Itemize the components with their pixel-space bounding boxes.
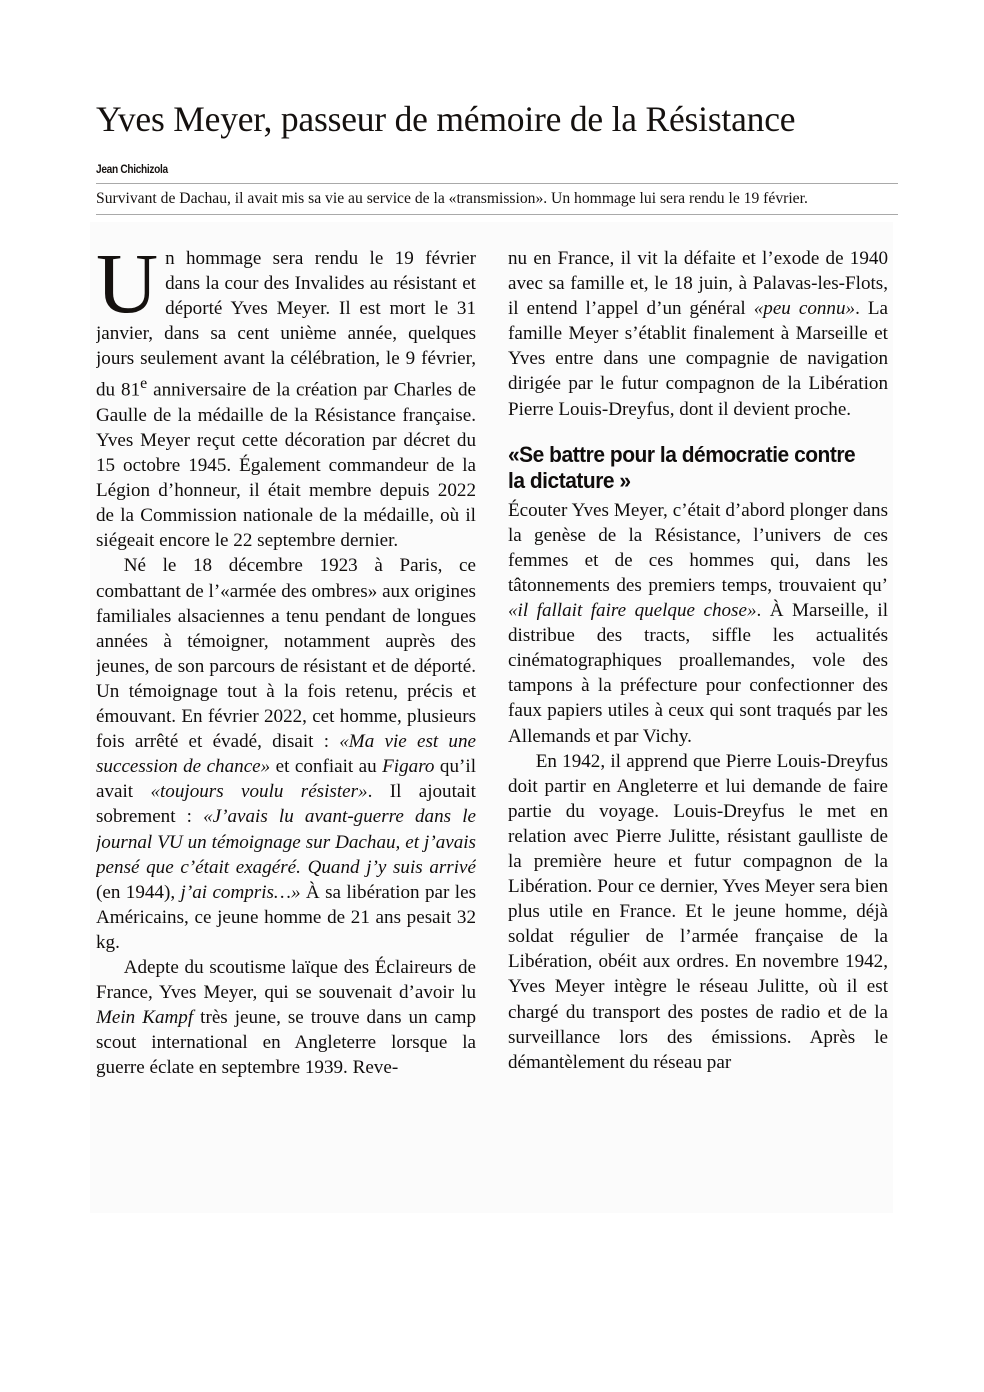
standfirst: Survivant de Dachau, il avait mis sa vie au service de la «transmission». Un hommage lui sera rendu le 19 février. [96,188,808,207]
paragraph-text: (en 1944), [96,881,181,903]
paragraph-text: Né le 18 décembre 1923 à Paris, ce combattant de l’«armée des ombres» aux origines familiales alsaciennes a tenu pendant de longues années à témoigner, notamment auprès des jeunes, de son parcours de résistant et de déporté. Un témoignage tout à la fois retenu, précis et émouvant. En février 2022, cet homme, plusieurs fois arrêté et évadé, disait : [96,555,476,753]
paragraph [508,246,888,422]
quote-italic: «J’avais lu avant-guerre dans le journal VU un témoignage sur Dachau, et j’avais pensé que c’était exagéré. Quand j’y suis arrivé [96,806,476,878]
paragraph-text: . La famille Meyer s’établit finalement à Marseille et Yves entre dans une compagnie de navigation dirigée par le futur compagnon de la Libération Pierre Louis-Dreyfus, dont il devient proche. [508,298,888,420]
quote-italic: «il fallait faire quelque chose» [508,600,757,622]
paragraph-text: . Il ajoutait sobrement : [96,781,476,828]
paragraph [96,955,476,1080]
paragraph-text: Adepte du scoutisme laïque des Éclaireurs de France, Yves Meyer, qui se souvenait d’avoir lu [96,956,476,1004]
article-column-2 [508,246,888,1208]
section-subheading: «Se battre pour la démocratie contre la dictature » [508,441,856,493]
quote-italic: «toujours voulu résister» [150,781,368,803]
article-column-1 [96,246,476,1208]
paragraph: En 1942, il apprend que Pierre Louis-Dreyfus doit partir en Angleterre et lui demande de faire partie du voyage. Louis-Dreyfus le met en relation avec Pierre Julitte, résistant gaulliste de la première heure et futur compagnon de la Libération. Pour ce dernier, Yves Meyer sera bien plus utile en France. Et le jeune homme, déjà soldat régulier de l’armée française de la Libération, obéit aux ordres. En novembre 1942, Yves Meyer intègre le réseau Julitte, où il est chargé du transport des postes de radio et de la surveillance lors des émissions. Après le démantèlement du réseau par [508,750,888,1073]
quote-italic: j’ai compris…» [180,881,301,903]
paragraph-text: Écouter Yves Meyer, c’était d’abord plonger dans la genèse de la Résistance, l’univers de ces femmes et de ces hommes qui, dans les tâtonnements des premiers temps, trouvaient qu’ [508,499,888,596]
article-header [96,100,898,215]
paragraph [96,553,476,955]
article-columns [96,246,889,1208]
paragraph-text: n hommage sera rendu le 19 février dans la cour des Invalides au résistant et déporté Yves Meyer. Il est mort le 31 janvier, dans sa cent unième année, quelques jours seulement avant la célébration, le 9 février, du 81 [96,248,476,401]
quote-italic: «peu connu» [753,298,856,320]
paragraph [508,498,888,749]
drop-cap: U [96,246,159,331]
page-title: Yves Meyer, passeur de mémoire de la Résistance [96,99,796,139]
paragraph-text: nu en France, il vit la défaite et l’exode de 1940 avec sa famille et, le 18 juin, à Palavas-les-Flots, il entend l’appel d’un général [508,248,888,320]
paragraph-text: très jeune, se trouve dans un camp scout international en Angleterre lorsque la guerre éclate en septembre 1939. Reve- [96,1007,476,1079]
byline-author[interactable]: Jean Chichizola [96,163,168,176]
divider-below-standfirst [96,214,898,215]
paragraph-text: qu’il avait [96,756,476,803]
publication-name: Figaro [382,756,435,778]
paragraph-text: À sa libération par les Américains, ce jeune homme de 21 ans pesait 32 kg. [96,881,476,953]
paragraph-text: et confiait au [270,756,383,778]
quote-italic: «Ma vie est une succession de chance» [96,731,476,778]
book-title: Mein Kampf [96,1007,194,1029]
ordinal-suffix: e [140,375,148,393]
paragraph-text-cont: anniversaire de la création par Charles de Gaulle de la médaille de la Résistance française. Yves Meyer reçut cette décoration par décret du 15 octobre 1945. Également commandeur de la Légion d’honneur, il était membre depuis 2022 de la Commission nationale de la médaille, où il siégeait encore le 22 septembre dernier. [96,379,476,552]
paragraph-text: . À Marseille, il distribue des tracts, siffle les actualités cinématographiques proallemandes, vole des tampons à la préfecture pour confectionner des faux papiers utiles à ceux qui sont traqués par les Allemands et par Vichy. [508,600,888,747]
paragraph [96,246,476,553]
